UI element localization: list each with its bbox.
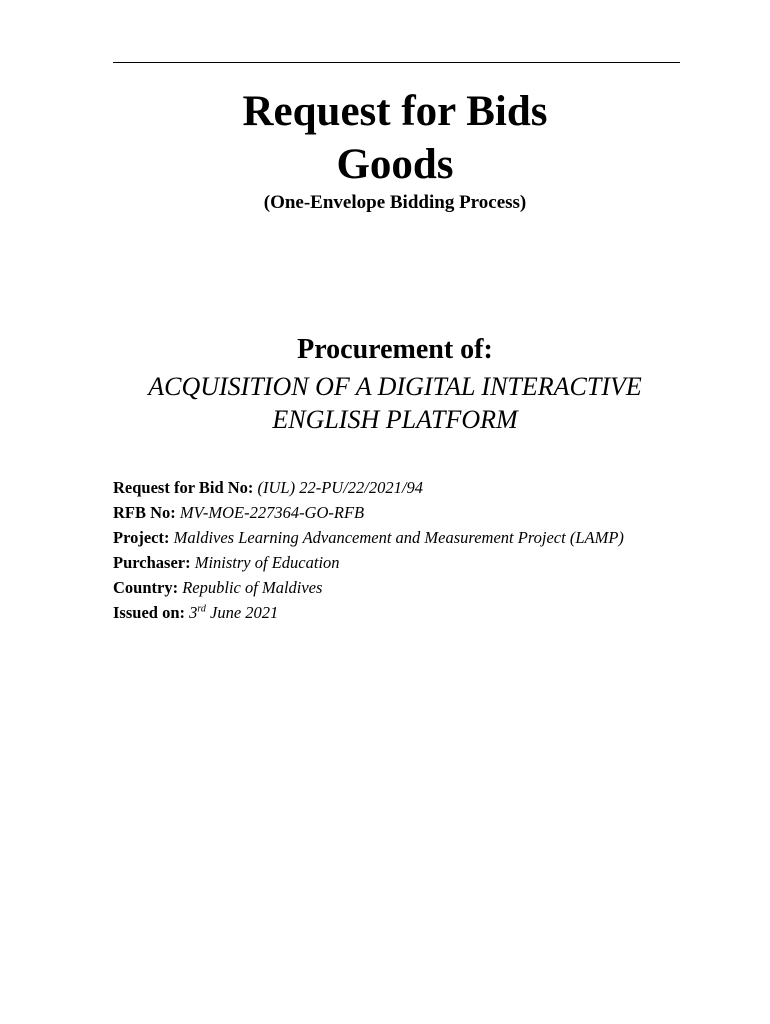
issued-on-day: 3 [189,603,198,622]
purchaser-row [113,550,713,575]
issued-on-label: Issued on: [113,603,185,622]
country-value: Republic of Maldives [182,578,323,597]
issued-on-row [113,600,713,625]
project-label: Project: [113,528,170,547]
top-horizontal-rule [113,62,680,63]
request-for-bid-no-value: (IUL) 22-PU/22/2021/94 [257,478,423,497]
bid-details [113,475,713,625]
purchaser-label: Purchaser: [113,553,191,572]
procurement-heading: Procurement of: [297,334,493,365]
purchaser-value: Ministry of Education [194,553,340,572]
procurement-title-line-1: ACQUISITION OF A DIGITAL INTERACTIVE [148,372,642,401]
request-for-bid-no-label: Request for Bid No: [113,478,254,497]
country-label: Country: [113,578,179,597]
country-row [113,575,713,600]
project-row [113,525,713,550]
document-subtitle: (One-Envelope Bidding Process) [263,192,527,213]
document-title-line-2: Goods [336,141,454,188]
issued-on-day-suffix: rd [197,603,206,615]
request-for-bid-no-row [113,475,713,500]
procurement-title-line-2: ENGLISH PLATFORM [272,405,518,434]
document-title-line-1: Request for Bids [242,88,548,135]
rfb-no-label: RFB No: [113,503,176,522]
issued-on-month-year: June 2021 [210,603,279,622]
rfb-no-value: MV-MOE-227364-GO-RFB [179,503,365,522]
project-value: Maldives Learning Advancement and Measurement Project (LAMP) [173,528,624,547]
rfb-no-row [113,500,713,525]
